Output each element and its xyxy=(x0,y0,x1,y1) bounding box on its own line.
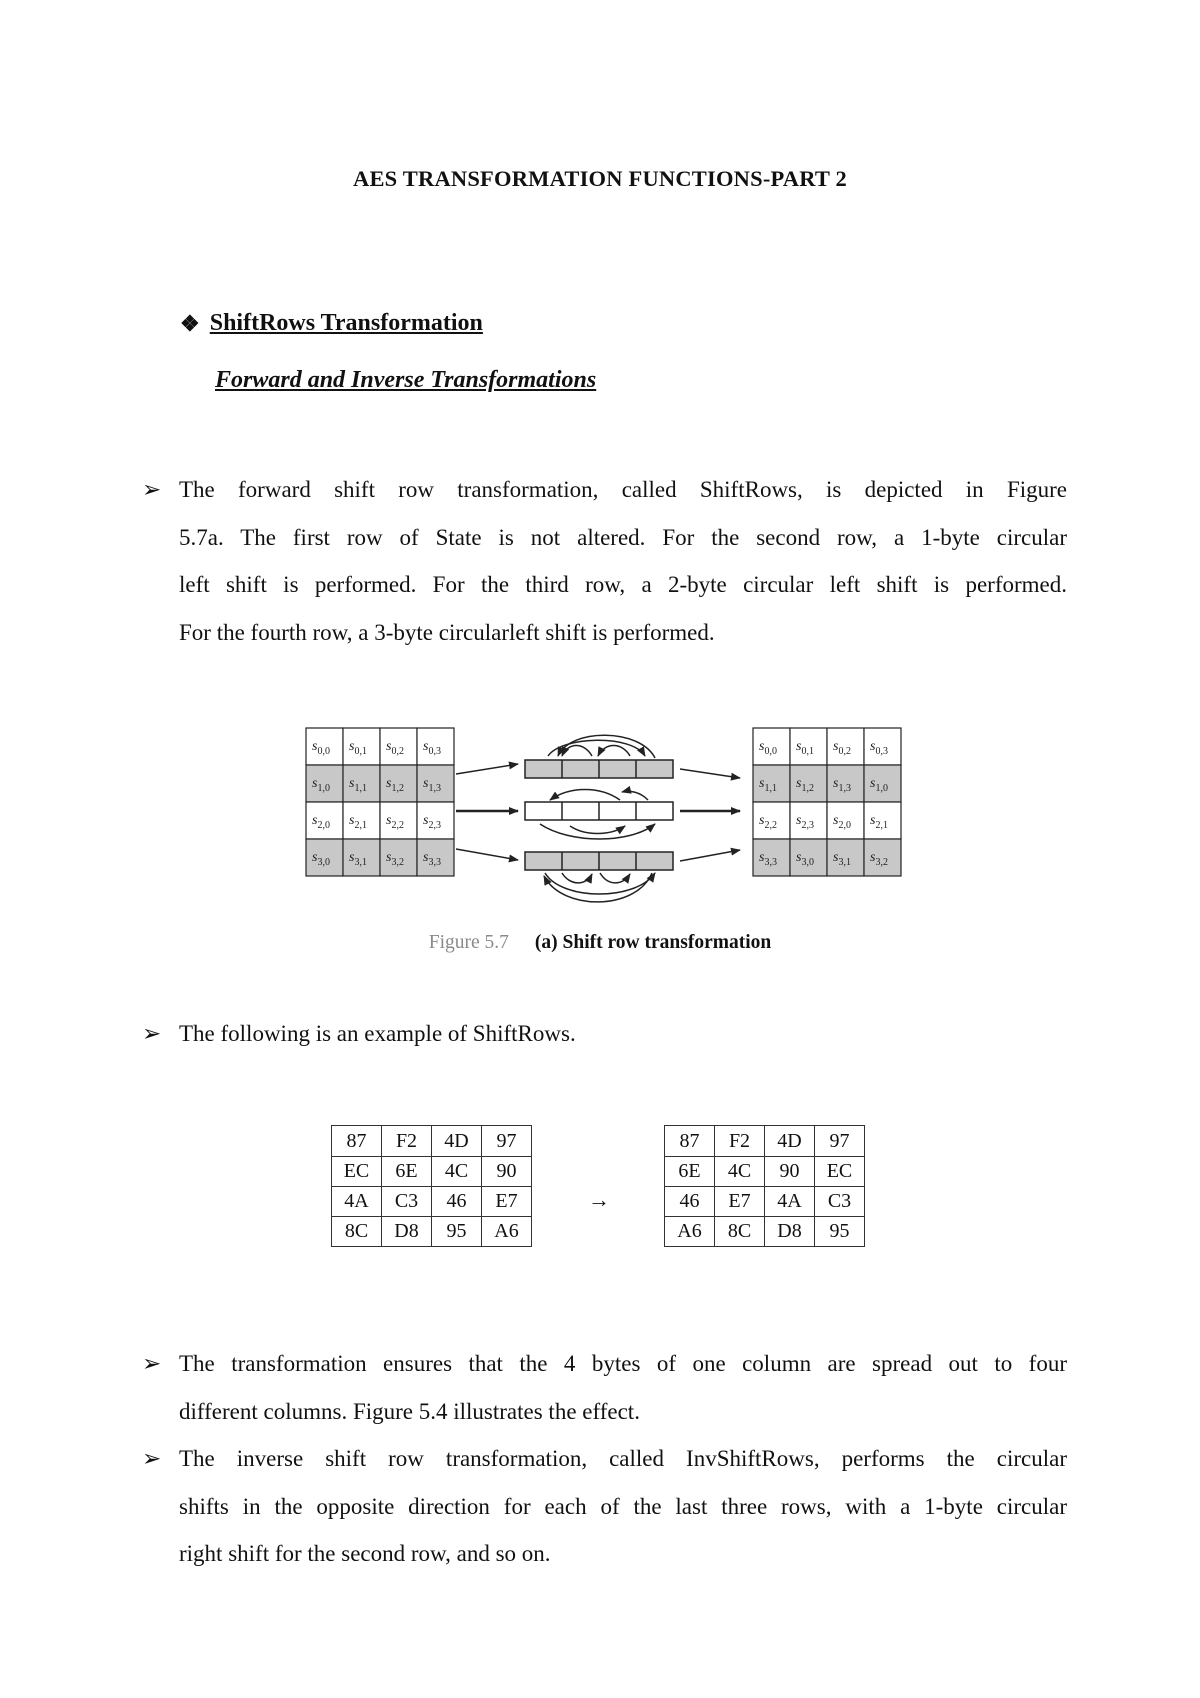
state-cell-label: $s_{2,1}$ xyxy=(870,813,888,831)
page-title: AES TRANSFORMATION FUNCTIONS-PART 2 xyxy=(353,166,847,191)
table-row xyxy=(332,1187,532,1217)
text-line: 5.7a. The first row of State is not altered. For the second row, a 1-byte circular xyxy=(179,524,1067,550)
state-cell-label: $s_{2,2}$ xyxy=(759,813,777,831)
figure-caption xyxy=(0,932,1200,954)
state-cell-label: $s_{3,1}$ xyxy=(349,850,367,868)
arrow-bullet-icon: ➢ xyxy=(142,1351,162,1376)
table-cell: 46 xyxy=(432,1187,482,1217)
flow-arrow-row1-out xyxy=(680,769,740,778)
state-cell-label: $s_{0,2}$ xyxy=(833,739,851,757)
table-row xyxy=(332,1157,532,1187)
table-cell: A6 xyxy=(482,1217,532,1247)
state-cell-label: $s_{0,0}$ xyxy=(759,739,777,757)
table-row xyxy=(332,1217,532,1247)
shift-register-row1 xyxy=(525,735,673,778)
diamond-bullet-icon: ❖ xyxy=(180,310,200,336)
table-cell: 90 xyxy=(765,1157,815,1187)
table-cell: D8 xyxy=(382,1217,432,1247)
table-cell: 87 xyxy=(665,1126,715,1157)
state-cell-label: $s_{0,1}$ xyxy=(349,739,367,757)
shift-register-row2 xyxy=(525,790,673,840)
table-cell: 4C xyxy=(432,1157,482,1187)
table-cell: 97 xyxy=(482,1126,532,1157)
table-cell: 97 xyxy=(815,1126,865,1157)
state-cell-label: $s_{0,1}$ xyxy=(796,739,814,757)
state-cell-label: $s_{0,3}$ xyxy=(870,739,888,757)
right-arrow-icon: → xyxy=(588,1187,610,1212)
text-line: The forward shift row transformation, called ShiftRows, is depicted in Figure xyxy=(179,477,1067,502)
text-line: For the fourth row, a 3-byte circularleft shift is performed. xyxy=(179,619,715,645)
state-cell-label: $s_{1,0}$ xyxy=(870,776,888,794)
section-heading-text: ShiftRows Transformation xyxy=(209,310,483,336)
table-cell: 6E xyxy=(665,1157,715,1187)
table-cell: C3 xyxy=(382,1187,432,1217)
table-cell: 4D xyxy=(765,1126,815,1157)
table-cell: A6 xyxy=(665,1217,715,1247)
arrow-bullet-icon: ➢ xyxy=(142,477,162,502)
arrow-bullet-icon: ➢ xyxy=(142,1446,162,1471)
text-line: different columns. Figure 5.4 illustrates the effect. xyxy=(179,1398,640,1424)
state-cell-label: $s_{1,2}$ xyxy=(796,776,814,794)
state-cell-label: $s_{2,3}$ xyxy=(423,813,441,831)
text-line: shifts in the opposite direction for each of the last three rows, with a 1-byte circular xyxy=(179,1493,1067,1519)
state-cell-label: $s_{2,0}$ xyxy=(833,813,851,831)
state-cell-label: $s_{2,3}$ xyxy=(796,813,814,831)
state-cell-label: $s_{3,0}$ xyxy=(312,850,330,868)
state-cell-label: $s_{3,3}$ xyxy=(423,850,441,868)
state-cell-label: $s_{0,3}$ xyxy=(423,739,441,757)
table-cell: 46 xyxy=(665,1187,715,1217)
table-cell: 95 xyxy=(815,1217,865,1247)
subsection-heading: Forward and Inverse Transformations xyxy=(215,367,597,393)
state-cell-label: $s_{0,2}$ xyxy=(386,739,404,757)
left-state-matrix xyxy=(306,728,454,876)
table-cell: 6E xyxy=(382,1157,432,1187)
bullet-paragraph-4 xyxy=(142,1435,1067,1578)
example-before-table xyxy=(331,1125,532,1247)
state-cell-label: $s_{2,0}$ xyxy=(312,813,330,831)
text-line: The inverse shift row transformation, called InvShiftRows, performs the circular xyxy=(179,1446,1067,1471)
state-cell-label: $s_{3,2}$ xyxy=(386,850,404,868)
table-cell: D8 xyxy=(765,1217,815,1247)
state-cell-label: $s_{3,0}$ xyxy=(796,850,814,868)
flow-arrow-row3-in xyxy=(456,849,518,860)
bullet-paragraph-2 xyxy=(142,1010,1067,1058)
state-cell-label: $s_{0,0}$ xyxy=(312,739,330,757)
figure-label: Figure 5.7 xyxy=(428,932,509,953)
table-row xyxy=(665,1187,865,1217)
state-cell-label: $s_{3,2}$ xyxy=(870,850,888,868)
table-cell: 95 xyxy=(432,1217,482,1247)
table-cell: 4A xyxy=(332,1187,382,1217)
table-cell: 8C xyxy=(332,1217,382,1247)
state-cell-label: $s_{1,2}$ xyxy=(386,776,404,794)
state-cell-label: $s_{1,0}$ xyxy=(312,776,330,794)
table-cell: E7 xyxy=(715,1187,765,1217)
flow-arrow-row1-in xyxy=(456,764,518,774)
state-cell-label: $s_{1,3}$ xyxy=(833,776,851,794)
arrow-bullet-icon: ➢ xyxy=(142,1021,162,1046)
state-cell-label: $s_{3,3}$ xyxy=(759,850,777,868)
text-line: The following is an example of ShiftRows. xyxy=(179,1021,576,1046)
state-cell-label: $s_{2,1}$ xyxy=(349,813,367,831)
table-cell: 4D xyxy=(432,1126,482,1157)
table-cell: F2 xyxy=(715,1126,765,1157)
table-cell: E7 xyxy=(482,1187,532,1217)
state-cell-label: $s_{2,2}$ xyxy=(386,813,404,831)
table-row xyxy=(665,1126,865,1157)
text-line: right shift for the second row, and so on. xyxy=(179,1541,551,1566)
table-cell: EC xyxy=(815,1157,865,1187)
flow-arrow-row3-out xyxy=(680,850,740,861)
text-line: left shift is performed. For the third row, a 2-byte circular left shift is performed. xyxy=(179,572,1067,597)
section-heading xyxy=(180,310,483,337)
table-cell: C3 xyxy=(815,1187,865,1217)
table-cell: 8C xyxy=(715,1217,765,1247)
state-cell-label: $s_{1,3}$ xyxy=(423,776,441,794)
table-row xyxy=(665,1157,865,1187)
table-cell: 87 xyxy=(332,1126,382,1157)
table-row xyxy=(665,1217,865,1247)
shift-rows-figure xyxy=(300,716,910,916)
state-cell-label: $s_{1,1}$ xyxy=(759,776,777,794)
table-cell: 4A xyxy=(765,1187,815,1217)
state-cell-label: $s_{3,1}$ xyxy=(833,850,851,868)
example-after-table xyxy=(664,1125,865,1247)
shift-register-row3 xyxy=(525,852,673,902)
table-cell: F2 xyxy=(382,1126,432,1157)
text-line: The transformation ensures that the 4 bytes of one column are spread out to four xyxy=(179,1351,1067,1376)
bullet-paragraph-3 xyxy=(142,1340,1067,1435)
bullet-paragraph-1 xyxy=(142,466,1067,656)
table-cell: 90 xyxy=(482,1157,532,1187)
state-cell-label: $s_{1,1}$ xyxy=(349,776,367,794)
table-row xyxy=(332,1126,532,1157)
figure-caption-text: (a) Shift row transformation xyxy=(534,932,772,953)
table-cell: EC xyxy=(332,1157,382,1187)
table-cell: 4C xyxy=(715,1157,765,1187)
right-state-matrix xyxy=(753,728,901,876)
